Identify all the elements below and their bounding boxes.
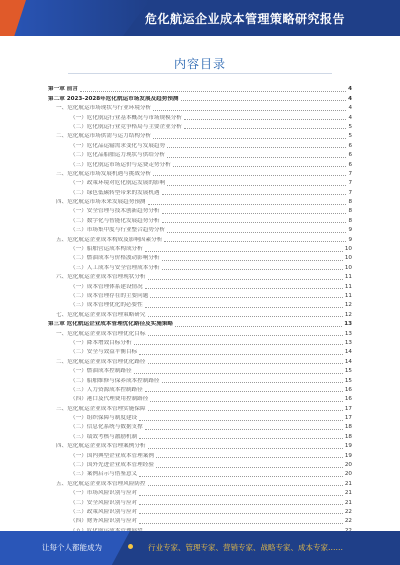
toc-entry[interactable] — [48, 93, 352, 102]
toc-entry-text: 四、危化航运企业成本管理案例分析 — [56, 443, 146, 450]
toc-entry[interactable] — [48, 507, 352, 516]
toc-entry-page: 15 — [344, 377, 352, 384]
toc-entry-text: 一、危化航运市场现状与行业环境分析 — [56, 105, 152, 112]
toc-leader-dots — [145, 306, 343, 308]
toc-entry[interactable] — [48, 328, 352, 337]
toc-leader-dots — [153, 137, 346, 139]
toc-entry[interactable] — [48, 366, 352, 375]
toc-divider — [68, 73, 332, 74]
toc-leader-dots — [145, 428, 343, 430]
toc-entry-page: 8 — [348, 208, 352, 215]
toc-entry-page: 18 — [344, 433, 352, 440]
toc-entry-page: 12 — [344, 311, 352, 318]
toc-leader-dots — [162, 381, 343, 383]
toc-leader-dots — [153, 174, 346, 176]
toc-entry[interactable] — [48, 441, 352, 450]
toc-entry-page: 4 — [348, 86, 352, 93]
toc-entry-text: （一）成本管理体系建设情况 — [70, 283, 143, 290]
toc-entry[interactable] — [48, 225, 352, 234]
toc-entry-text: 六、危化航运企业成本管理现状分析 — [56, 274, 146, 281]
toc-entry-text: （一）国内典型企业成本管理案例 — [70, 452, 154, 459]
toc-entry[interactable] — [48, 450, 352, 459]
toc-entry-page: 6 — [348, 161, 352, 168]
toc-entry-page: 14 — [344, 358, 352, 365]
toc-entry-text: （二）成本管理存在的主要问题 — [70, 292, 149, 299]
toc-entry-page: 10 — [344, 246, 352, 253]
toc-entry[interactable] — [48, 244, 352, 253]
toc-entry[interactable] — [48, 403, 352, 412]
toc-entry-text: （二）数字化与智能化发展趋势分析 — [70, 217, 160, 224]
toc-entry[interactable] — [48, 300, 352, 309]
toc-leader-dots — [145, 390, 343, 392]
toc-entry[interactable] — [48, 516, 352, 525]
toc-entry-text: （一）政策环境对危化航运发展的影响 — [70, 180, 166, 187]
toc-entry-text: （一）危化航运行业基本概况与市场规模分析 — [70, 114, 182, 121]
toc-entry[interactable] — [48, 178, 352, 187]
toc-leader-dots — [139, 494, 343, 496]
toc-leader-dots — [148, 409, 343, 411]
toc-entry-page: 19 — [344, 452, 352, 459]
toc-leader-dots — [148, 334, 343, 336]
toc-entry-page: 15 — [344, 368, 352, 375]
toc-leader-dots — [80, 90, 346, 92]
toc-leader-dots — [134, 372, 343, 374]
toc-entry-text: （三）成本管理优化的必要性 — [70, 302, 143, 309]
toc-entry-page: 10 — [344, 255, 352, 262]
footer-expert-list: 行业专家、管理专家、营销专家、战略专家、成本专家…… — [148, 543, 343, 552]
toc-entry-text: （一）市场风险识别与应对 — [70, 490, 138, 497]
toc-entry[interactable] — [48, 150, 352, 159]
toc-leader-dots — [162, 221, 347, 223]
toc-entry[interactable] — [48, 413, 352, 422]
toc-entry[interactable] — [48, 187, 352, 196]
toc-entry-page: 10 — [344, 264, 352, 271]
toc-entry-page: 5 — [348, 123, 352, 130]
toc-leader-dots — [156, 466, 343, 468]
toc-entry-text: 七、危化航运企业成本管理策略研究 — [56, 311, 146, 318]
toc-entry[interactable] — [48, 140, 352, 149]
toc-entry[interactable] — [48, 431, 352, 440]
toc-leader-dots — [150, 400, 343, 402]
toc-leader-dots — [153, 109, 346, 111]
toc-entry[interactable] — [48, 488, 352, 497]
toc-entry-page: 21 — [344, 490, 352, 497]
toc-entry-text: （二）船舶维修与保养成本控制路径 — [70, 377, 160, 384]
toc-entry[interactable] — [48, 169, 352, 178]
toc-entry-text: （二）信息化系统与数据支撑 — [70, 424, 143, 431]
toc-entry[interactable] — [48, 478, 352, 487]
toc-entry[interactable] — [48, 319, 352, 328]
toc-leader-dots — [148, 362, 343, 364]
toc-entry[interactable] — [48, 253, 352, 262]
toc-entry-text: 第二章 2023-2028年危化航运市场发展及趋势预测 — [48, 95, 179, 102]
toc-leader-dots — [148, 484, 343, 486]
toc-entry-page: 13 — [344, 339, 352, 346]
toc-leader-dots — [148, 203, 347, 205]
toc-entry-text: 五、危化航运企业成本构成及影响因素分析 — [56, 236, 163, 243]
toc-entry[interactable] — [48, 272, 352, 281]
toc-entry[interactable] — [48, 385, 352, 394]
toc-entry-text: （二）危化品船舶运力现状与供给分析 — [70, 152, 166, 159]
toc-leader-dots — [167, 231, 346, 233]
toc-entry[interactable] — [48, 122, 352, 131]
toc-entry-text: （一）危化品运输需求变化与发展趋势 — [70, 142, 166, 149]
toc-entry-page: 4 — [348, 95, 352, 102]
toc-entry-text: 五、危化航运企业成本管理风险防控 — [56, 480, 146, 487]
toc-leader-dots — [175, 325, 342, 327]
toc-leader-dots — [139, 503, 343, 505]
toc-entry-page: 13 — [344, 321, 352, 328]
toc-entry[interactable] — [48, 84, 352, 93]
toc-entry-text: 四、危化航运市场未来发展趋势预测 — [56, 199, 146, 206]
toc-entry-text: 二、危化航运企业成本管理优化路径 — [56, 358, 146, 365]
toc-entry-text: （四）港口及代理费用控制路径 — [70, 396, 149, 403]
toc-leader-dots — [139, 353, 343, 355]
toc-leader-dots — [139, 522, 343, 524]
toc-entry-page: 8 — [348, 217, 352, 224]
toc-entry[interactable] — [48, 234, 352, 243]
toc-entry[interactable] — [48, 131, 352, 140]
toc-leader-dots — [148, 315, 343, 317]
toc-entry-page: 12 — [344, 302, 352, 309]
toc-leader-dots — [162, 193, 347, 195]
toc-entry-text: （三）绩效考核与激励机制 — [70, 433, 138, 440]
toc-entry[interactable] — [48, 197, 352, 206]
toc-entry[interactable] — [48, 215, 352, 224]
toc-entry-page: 18 — [344, 424, 352, 431]
toc-entry-text: （三）市场集中度与行业整合趋势分析 — [70, 227, 166, 234]
toc-leader-dots — [167, 184, 346, 186]
toc-entry[interactable] — [48, 281, 352, 290]
toc-entry-text: （二）燃油成本与价格波动影响分析 — [70, 255, 160, 262]
table-of-contents — [48, 84, 352, 535]
toc-entry-page: 17 — [344, 405, 352, 412]
toc-entry[interactable] — [48, 112, 352, 121]
toc-entry[interactable] — [48, 291, 352, 300]
toc-entry[interactable] — [48, 262, 352, 271]
toc-leader-dots — [145, 250, 343, 252]
toc-entry-text: （二）安全风险识别与应对 — [70, 499, 138, 506]
toc-leader-dots — [162, 212, 347, 214]
toc-entry-text: （三）政策风险识别与应对 — [70, 508, 138, 515]
toc-entry-text: 第一章 前言 — [48, 86, 78, 93]
toc-leader-dots — [162, 259, 343, 261]
toc-entry[interactable] — [48, 347, 352, 356]
toc-leader-dots — [139, 419, 343, 421]
toc-entry-text: 二、危化航运市场供需与运力结构分析 — [56, 133, 152, 140]
toc-entry-page: 7 — [348, 189, 352, 196]
toc-entry[interactable] — [48, 469, 352, 478]
footer-slogan: 让每个人都能成为 — [42, 543, 102, 552]
toc-entry-text: （一）降本增效目标分析 — [70, 339, 132, 346]
toc-entry-text: （三）案例启示与借鉴意义 — [70, 471, 138, 478]
toc-entry-page: 14 — [344, 349, 352, 356]
toc-leader-dots — [173, 165, 347, 167]
toc-entry-page: 17 — [344, 415, 352, 422]
toc-entry-page: 5 — [348, 133, 352, 140]
toc-entry[interactable] — [48, 159, 352, 168]
toc-entry-text: 第三章 危化航运企业成本管理优化路径及实施策略 — [48, 321, 174, 328]
toc-entry-page: 19 — [344, 443, 352, 450]
toc-leader-dots — [139, 512, 343, 514]
toc-entry[interactable] — [48, 338, 352, 347]
toc-leader-dots — [150, 296, 343, 298]
toc-entry-text: （一）燃油成本控制路径 — [70, 368, 132, 375]
toc-entry-page: 6 — [348, 152, 352, 159]
toc-leader-dots — [139, 475, 343, 477]
toc-leader-dots — [167, 156, 346, 158]
toc-entry[interactable] — [48, 206, 352, 215]
toc-entry[interactable] — [48, 356, 352, 365]
toc-leader-dots — [148, 278, 343, 280]
toc-entry-page: 4 — [348, 114, 352, 121]
toc-entry-text: （一）组织保障与制度建设 — [70, 415, 138, 422]
bullet-dot-icon — [128, 544, 133, 549]
toc-entry-text: （三）危化航运市场运价与运费走势分析 — [70, 161, 171, 168]
toc-entry-page: 20 — [344, 462, 352, 469]
toc-entry-text: （二）绿色低碳转型带来的发展机遇 — [70, 189, 160, 196]
toc-title: 内容目录 — [173, 57, 226, 71]
toc-leader-dots — [156, 456, 343, 458]
toc-entry-page: 7 — [348, 180, 352, 187]
toc-entry-text: （四）财务风险识别与应对 — [70, 518, 138, 525]
toc-entry-page: 9 — [348, 227, 352, 234]
toc-entry-text: （一）船舶营运成本构成分析 — [70, 246, 143, 253]
header-banner — [0, 0, 400, 36]
toc-leader-dots — [184, 118, 347, 120]
toc-leader-dots — [162, 268, 343, 270]
report-title: 危化航运企业成本管理策略研究报告 — [144, 12, 345, 26]
toc-entry-text: （三）人力资源成本控制路径 — [70, 386, 143, 393]
toc-entry-text: 一、危化航运企业成本管理优化目标 — [56, 330, 146, 337]
toc-entry[interactable] — [48, 497, 352, 506]
toc-entry-page: 16 — [344, 396, 352, 403]
toc-entry-text: （二）安全与效益平衡目标 — [70, 349, 138, 356]
footer-banner — [0, 531, 400, 565]
toc-leader-dots — [181, 99, 347, 101]
toc-entry-page: 22 — [344, 518, 352, 525]
toc-entry-page: 16 — [344, 386, 352, 393]
toc-entry-page: 22 — [344, 508, 352, 515]
toc-entry-text: （二）危化航运行业竞争格局与主要企业分析 — [70, 123, 182, 130]
toc-entry-page: 8 — [348, 199, 352, 206]
toc-entry[interactable] — [48, 103, 352, 112]
toc-leader-dots — [134, 343, 343, 345]
toc-entry-text: 三、危化航运企业成本管理实施保障 — [56, 405, 146, 412]
toc-entry-page: 21 — [344, 480, 352, 487]
toc-entry-page: 4 — [348, 105, 352, 112]
toc-entry-page: 20 — [344, 471, 352, 478]
toc-leader-dots — [145, 287, 343, 289]
toc-entry[interactable] — [48, 394, 352, 403]
toc-entry-page: 11 — [344, 283, 352, 290]
toc-entry[interactable] — [48, 422, 352, 431]
toc-entry-page: 13 — [344, 330, 352, 337]
toc-entry-text: 三、危化航运市场发展机遇与挑战分析 — [56, 170, 152, 177]
toc-entry-text: （三）人工成本与安全管理成本分析 — [70, 264, 160, 271]
toc-entry-text: （一）安全管理与技术创新趋势分析 — [70, 208, 160, 215]
toc-leader-dots — [148, 447, 343, 449]
toc-entry-page: 6 — [348, 142, 352, 149]
toc-leader-dots — [139, 437, 343, 439]
toc-entry-page: 7 — [348, 170, 352, 177]
toc-entry-page: 11 — [344, 292, 352, 299]
toc-leader-dots — [167, 146, 346, 148]
toc-entry[interactable] — [48, 309, 352, 318]
toc-leader-dots — [184, 127, 347, 129]
toc-entry-page: 21 — [344, 499, 352, 506]
toc-entry-page: 9 — [348, 236, 352, 243]
toc-entry[interactable] — [48, 460, 352, 469]
toc-leader-dots — [164, 240, 346, 242]
toc-entry-page: 11 — [344, 274, 352, 281]
toc-entry[interactable] — [48, 375, 352, 384]
toc-entry-text: （二）国外先进企业成本管理经验 — [70, 462, 154, 469]
